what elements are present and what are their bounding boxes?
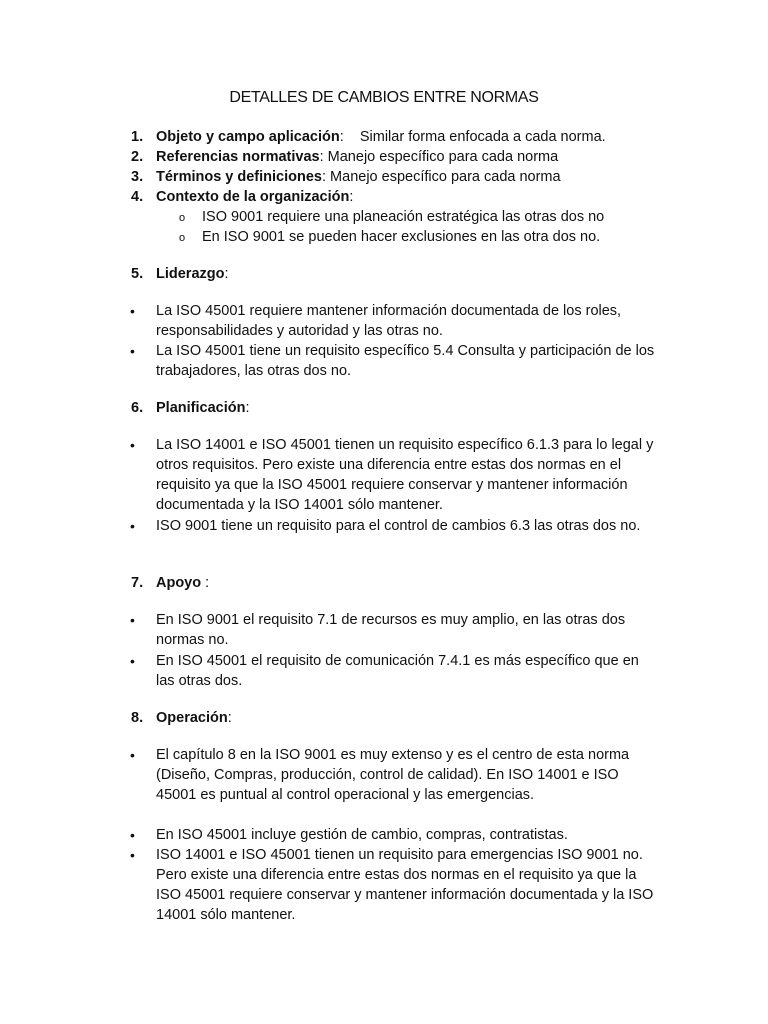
section-heading: Liderazgo: bbox=[156, 266, 229, 282]
bullet-text: El capítulo 8 en la ISO 9001 es muy extenso y es el centro de esta norma (Diseño, Compras, producción, control de calidad). En ISO 14001 e ISO 45001 es puntual al control operacional y las emergencias. bbox=[156, 747, 630, 803]
item-text: : bbox=[349, 189, 354, 205]
item-text: : Manejo específico para cada norma bbox=[322, 169, 561, 185]
section-heading: Operación: bbox=[156, 710, 232, 726]
bullet: • bbox=[130, 437, 135, 453]
bullet: • bbox=[130, 303, 135, 319]
bullet: • bbox=[130, 653, 135, 669]
bullet-text: En ISO 45001 incluye gestión de cambio, compras, contratistas. bbox=[156, 827, 568, 843]
sub-bullet: o bbox=[179, 232, 186, 244]
section-number: 7. bbox=[131, 575, 144, 591]
item-text: : Similar forma enfocada a cada norma. bbox=[339, 129, 606, 145]
bullet-text: La ISO 14001 e ISO 45001 tienen un requisito específico 6.1.3 para lo legal y otros requisitos. Pero existe una diferencia entre estas dos normas en el requisito ya que la ISO 45001 requiere conservar y mantener información documentada y la ISO 14001 sólo mantener. bbox=[156, 437, 654, 513]
item-number: 1. bbox=[131, 129, 144, 145]
document-title: DETALLES DE CAMBIOS ENTRE NORMAS bbox=[229, 89, 539, 106]
bullet-text: ISO 9001 tiene un requisito para el control de cambios 6.3 las otras dos no. bbox=[156, 518, 641, 534]
bullet: • bbox=[130, 747, 135, 763]
item-heading: Contexto de la organización bbox=[156, 189, 350, 205]
bullet-text: En ISO 9001 el requisito 7.1 de recursos es muy amplio, en las otras dos normas no. bbox=[156, 612, 626, 648]
bullet: • bbox=[130, 612, 135, 628]
section-heading: Planificación: bbox=[156, 400, 250, 416]
item-heading: Objeto y campo aplicación bbox=[156, 129, 340, 145]
sub-item: En ISO 9001 se pueden hacer exclusiones en las otra dos no. bbox=[202, 229, 601, 245]
bullet-text: ISO 14001 e ISO 45001 tienen un requisito para emergencias ISO 9001 no. Pero existe una diferencia entre estas dos normas en el requisito ya que la ISO 45001 requiere conservar y mantener información documentada y la ISO 14001 sólo mantener. bbox=[156, 847, 654, 923]
item-number: 2. bbox=[131, 149, 144, 165]
sub-bullet: o bbox=[179, 212, 186, 224]
bullet: • bbox=[130, 343, 135, 359]
item-number: 3. bbox=[131, 169, 144, 185]
section-number: 8. bbox=[131, 710, 144, 726]
item-heading: Términos y definiciones bbox=[156, 169, 322, 185]
bullet-text: La ISO 45001 requiere mantener información documentada de los roles, responsabilidades y autoridad y las otras no. bbox=[156, 303, 622, 339]
bullet-text: En ISO 45001 el requisito de comunicación 7.4.1 es más específico que en las otras dos. bbox=[156, 653, 639, 689]
section-number: 5. bbox=[131, 266, 144, 282]
item-heading: Referencias normativas bbox=[156, 149, 320, 165]
bullet: • bbox=[130, 518, 135, 534]
item-number: 4. bbox=[131, 189, 144, 205]
section-number: 6. bbox=[131, 400, 144, 416]
sub-item: ISO 9001 requiere una planeación estratégica las otras dos no bbox=[202, 209, 605, 225]
bullet: • bbox=[130, 827, 135, 843]
bullet: • bbox=[130, 847, 135, 863]
section-heading: Apoyo : bbox=[156, 575, 210, 591]
item-text: : Manejo específico para cada norma bbox=[319, 149, 559, 165]
bullet-text: La ISO 45001 tiene un requisito específico 5.4 Consulta y participación de los trabajadores, las otras dos no. bbox=[156, 343, 655, 379]
